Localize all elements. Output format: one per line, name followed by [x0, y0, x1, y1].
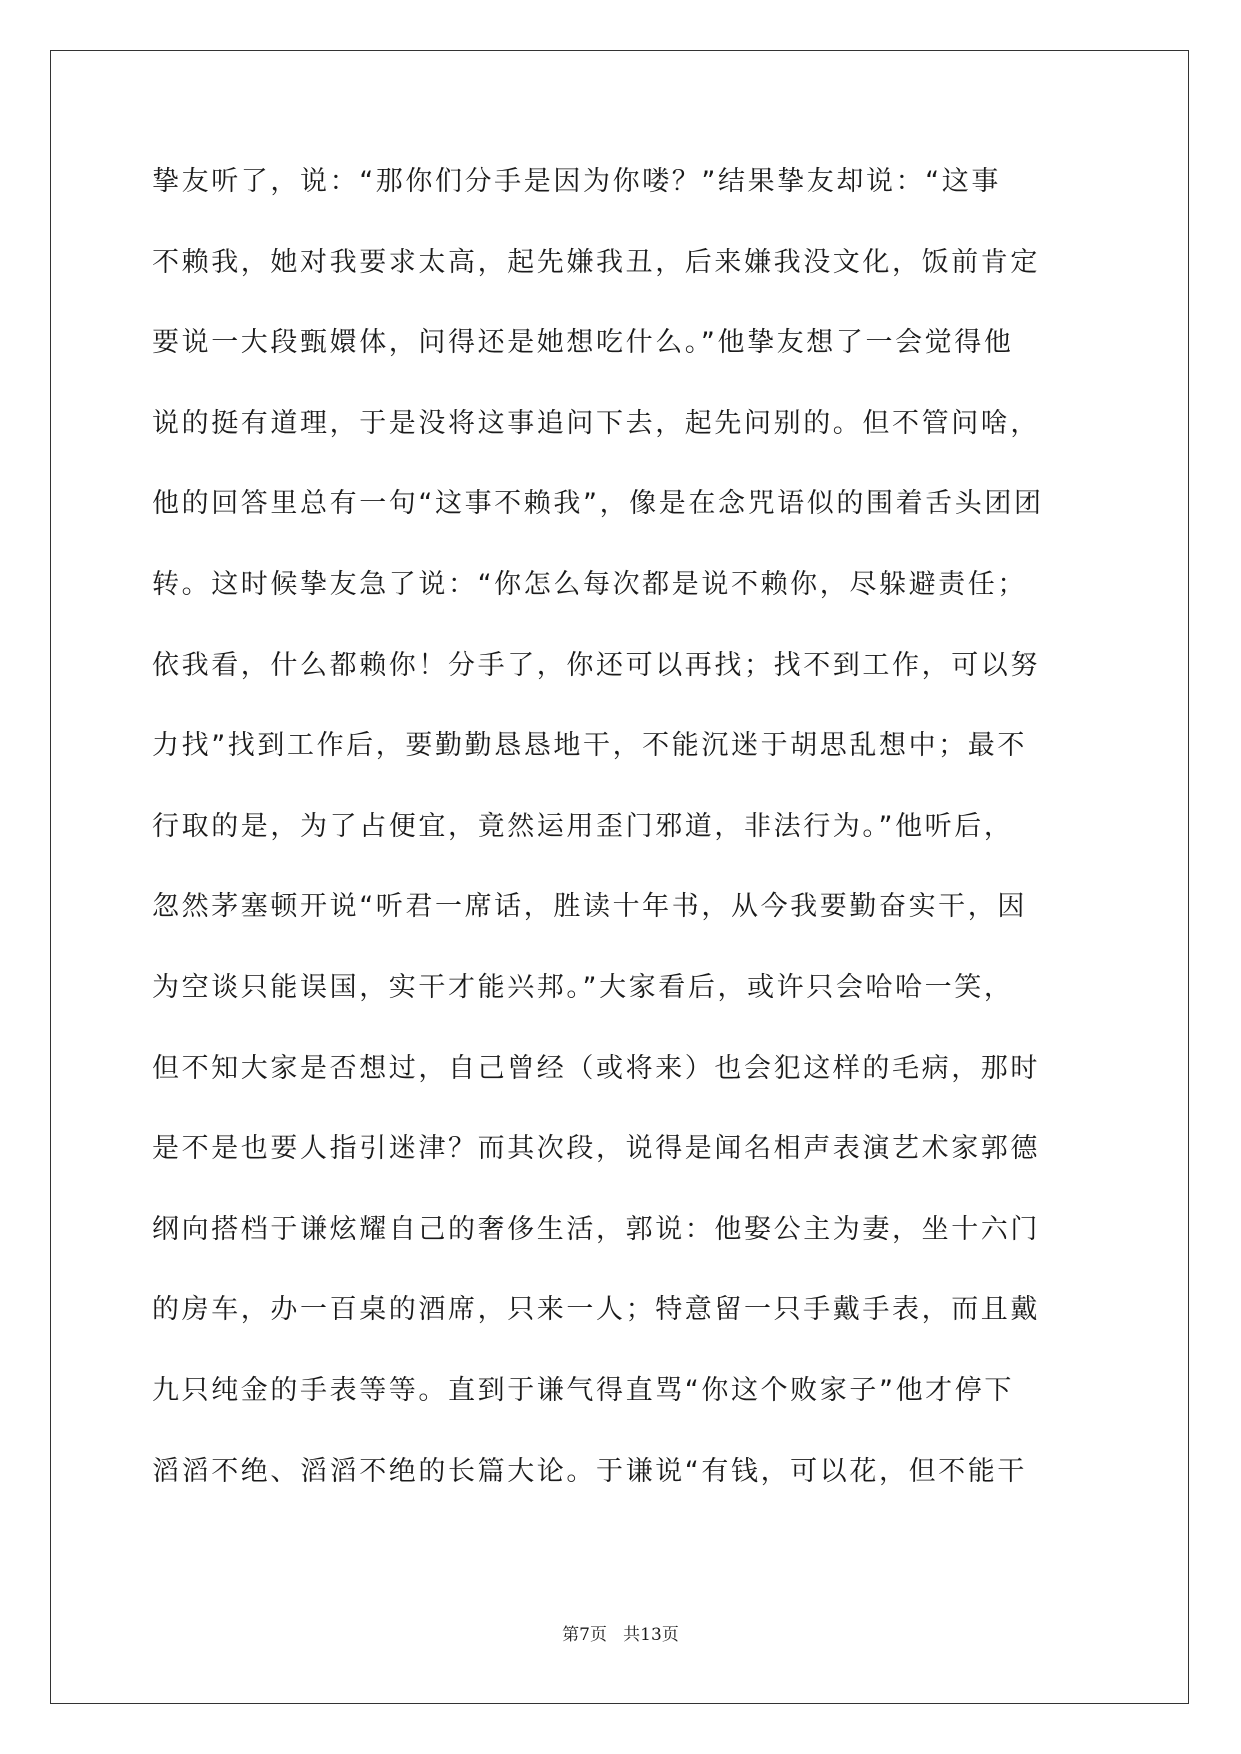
- text-line: 要说一大段甄嬛体，问得还是她想吃什么。”他挚友想了一会觉得他: [152, 327, 1014, 359]
- text-line: 依我看，什么都赖你！分手了，你还可以再找；找不到工作，可以努: [152, 649, 1040, 681]
- text-line: 为空谈只能误国，实干才能兴邦。”大家看后，或许只会哈哈一笑，: [152, 971, 1014, 1003]
- text-line: 但不知大家是否想过，自己曾经（或将来）也会犯这样的毛病，那时: [152, 1052, 1040, 1084]
- text-line: 转。这时候挚友急了说：“你怎么每次都是说不赖你，尽躲避责任；: [152, 568, 1027, 600]
- text-line: 行取的是，为了占便宜，竟然运用歪门邪道，非法行为。”他听后，: [152, 810, 1014, 842]
- text-line: 不赖我，她对我要求太高，起先嫌我丑，后来嫌我没文化，饭前肯定: [152, 246, 1040, 278]
- text-line: 忽然茅塞顿开说“听君一席话，胜读十年书，从今我要勤奋实干，因: [152, 891, 1027, 923]
- text-line: 是不是也要人指引迷津？而其次段，说得是闻名相声表演艺术家郭德: [152, 1133, 1040, 1165]
- text-line: 他的回答里总有一句“这事不赖我”，像是在念咒语似的围着舌头团团: [152, 488, 1044, 520]
- text-line: 滔滔不绝、滔滔不绝的长篇大论。于谦说“有钱，可以花，但不能干: [152, 1455, 1027, 1487]
- text-line: 说的挺有道理，于是没将这事追问下去，起先问别的。但不管问啥，: [152, 407, 1040, 439]
- text-line: 的房车，办一百桌的酒席，只来一人；特意留一只手戴手表，而且戴: [152, 1294, 1040, 1326]
- text-line: 九只纯金的手表等等。直到于谦气得直骂“你这个败家子”他才停下: [152, 1374, 1014, 1406]
- text-line: 纲向搭档于谦炫耀自己的奢侈生活，郭说：他娶公主为妻，坐十六门: [152, 1213, 1040, 1245]
- text-line: 力找”找到工作后，要勤勤恳恳地干，不能沉迷于胡思乱想中；最不: [152, 730, 1027, 762]
- page-number-footer: 第7页 共13页: [562, 1625, 679, 1645]
- document-body: [152, 150, 1092, 1520]
- text-line: 挚友听了，说：“那你们分手是因为你喽？”结果挚友却说：“这事: [152, 166, 1001, 197]
